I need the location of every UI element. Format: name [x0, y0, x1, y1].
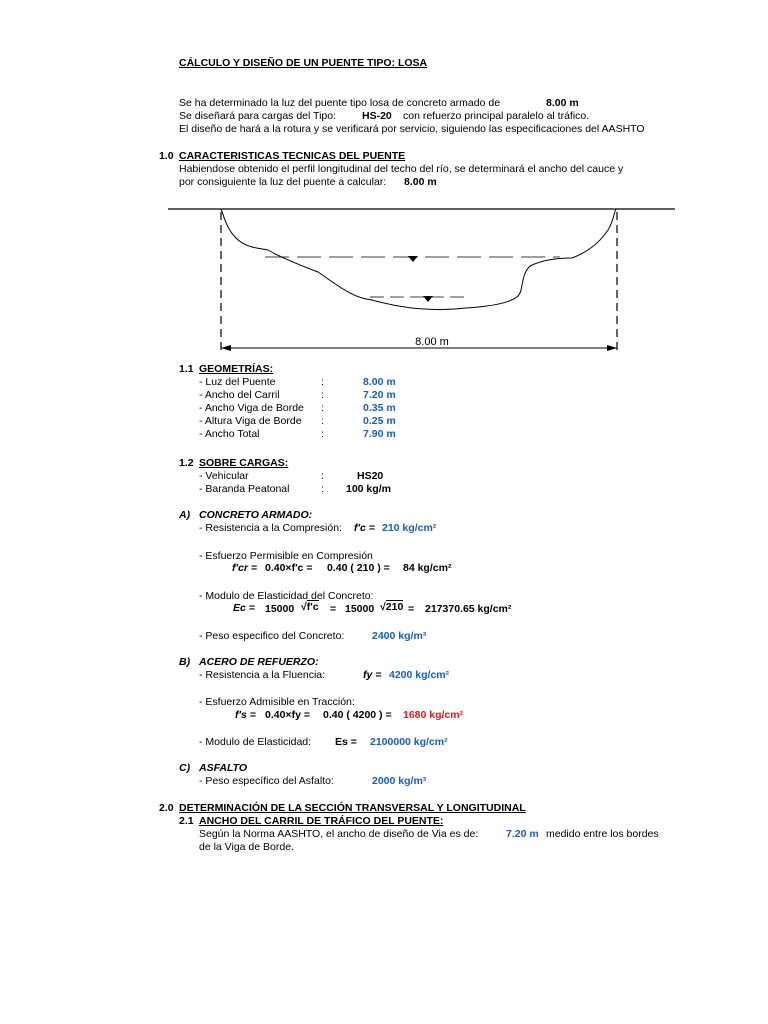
intro-line-1-text: Se ha determinado la luz del puente tipo losa de concreto armado de — [179, 97, 501, 109]
water-level-high-marker — [408, 256, 418, 262]
section-2-1-text: Según la Norma AASHTO, el ancho de diseño de Via es de: — [199, 828, 479, 840]
geometria-sep: : — [321, 376, 324, 388]
geometria-value: 0.35 m — [363, 402, 396, 414]
geometrias-number: 1.1 — [179, 363, 194, 375]
geometria-sep: : — [321, 389, 324, 401]
ec-coefficient-2: 15000 — [345, 603, 375, 615]
acero-heading: ACERO DE REFUERZO: — [199, 656, 319, 668]
asfalto-letter: C) — [179, 762, 191, 774]
water-level-low-marker — [423, 296, 433, 302]
intro-line-2-tail: con refuerzo principal paralelo al tráfico. — [403, 110, 590, 122]
geometria-value: 0.25 m — [363, 415, 396, 427]
ec-equals-2: = — [408, 603, 415, 615]
acero-fluencia-label: - Resistencia a la Fluencia: — [199, 669, 326, 681]
ec-equals: = — [330, 603, 337, 615]
concreto-resistencia-symbol: f'c = — [354, 522, 375, 534]
geometria-value: 8.00 m — [363, 376, 396, 388]
concreto-letter: A) — [179, 509, 191, 521]
geometria-value: 7.90 m — [363, 428, 396, 440]
fs-symbol: f's = — [235, 709, 256, 721]
sobrecarga-value: HS20 — [357, 470, 384, 482]
span-arrow-left — [221, 345, 231, 351]
sobrecargas-heading: SOBRE CARGAS: — [199, 457, 289, 469]
geometria-sep: : — [321, 415, 324, 427]
sobrecarga-label: - Vehicular — [199, 470, 249, 482]
fcr-result: 84 kg/cm² — [403, 562, 452, 574]
fcr-symbol: f'cr = — [232, 562, 257, 574]
section-1-paragraph-1: Habiendose obtenido el perfil longitudinal del techo del río, se determinará el ancho del cauce y — [179, 163, 624, 175]
sobrecargas-number: 1.2 — [179, 457, 194, 469]
fy-symbol: fy = — [363, 669, 382, 681]
concreto-resistencia-label: - Resistencia a la Compresión: — [199, 522, 342, 534]
sqrt-icon: √ — [301, 601, 307, 613]
span-arrow-right — [607, 345, 617, 351]
fcr-formula: 0.40×f'c = — [265, 562, 313, 574]
concreto-modulo-label: - Modulo de Elasticidad del Concreto: — [199, 590, 374, 602]
intro-line-3: El diseño de hará a la rotura y se verificará por servicio, siguiendo las especificaciones del AASHTO — [179, 123, 645, 135]
acero-letter: B) — [179, 656, 191, 668]
ec-symbol: Ec = — [233, 602, 255, 614]
intro-span-value: 8.00 m — [546, 97, 579, 109]
concreto-peso-value: 2400 kg/m³ — [372, 630, 427, 642]
section-1-number: 1.0 — [159, 150, 174, 162]
river-cross-section-diagram — [0, 0, 768, 370]
fs-result: 1680 kg/cm² — [403, 709, 464, 721]
section-2-1-heading: ANCHO DEL CARRIL DE TRÁFICO DEL PUENTE: — [199, 815, 444, 827]
asfalto-peso-label: - Peso específico del Asfalto: — [199, 775, 334, 787]
section-1-paragraph-2: por consiguiente la luz del puente a calcular: — [179, 176, 387, 188]
intro-load-type: HS-20 — [362, 110, 392, 122]
section-2-1-value: 7.20 m — [506, 828, 539, 840]
geometria-label: - Ancho Viga de Borde — [199, 402, 304, 414]
concreto-heading: CONCRETO ARMADO: — [199, 509, 313, 521]
acero-modulo-label: - Modulo de Elasticidad: — [199, 736, 312, 748]
geometria-label: - Luz del Puente — [199, 376, 276, 388]
section-1-heading: CARACTERISTICAS TECNICAS DEL PUENTE — [179, 150, 406, 162]
fs-formula: 0.40×fy = — [265, 709, 310, 721]
asfalto-heading: ASFALTO — [199, 762, 248, 774]
acero-admisible-label: - Esfuerzo Admisible en Tracción: — [199, 696, 355, 708]
geometrias-heading: GEOMETRÍAS: — [199, 363, 274, 375]
ec-sqrt-fc — [301, 601, 319, 614]
ec-result: 217370.65 kg/cm² — [425, 603, 512, 615]
ec-root: f'c — [306, 601, 319, 613]
riverbed-profile — [221, 209, 616, 310]
geometria-sep: : — [321, 402, 324, 414]
sobrecarga-sep: : — [321, 470, 324, 482]
ec-root-2: 210 — [385, 601, 404, 613]
concreto-esfuerzo-label: - Esfuerzo Permisible en Compresión — [199, 550, 373, 562]
geometria-value: 7.20 m — [363, 389, 396, 401]
sobrecarga-value: 100 kg/m — [346, 483, 391, 495]
section-2-1-text-2: de la Viga de Borde. — [199, 841, 294, 853]
geometria-label: - Altura Viga de Borde — [199, 415, 302, 427]
span-dimension-label: 8.00 m — [415, 336, 449, 348]
section-2-heading: DETERMINACIÓN DE LA SECCIÓN TRANSVERSAL Y LONGITUDINAL — [179, 802, 526, 814]
geometria-label: - Ancho del Carril — [199, 389, 280, 401]
fcr-calc: 0.40 ( 210 ) = — [327, 562, 390, 574]
page-title: CÁLCULO Y DISEÑO DE UN PUENTE TIPO: LOSA — [179, 57, 428, 69]
geometria-label: - Ancho Total — [199, 428, 260, 440]
fs-calc: 0.40 ( 4200 ) = — [323, 709, 392, 721]
ec-coefficient: 15000 — [265, 603, 295, 615]
ec-sqrt-210 — [380, 601, 403, 614]
sobrecarga-sep: : — [321, 483, 324, 495]
fy-value: 4200 kg/cm² — [389, 669, 450, 681]
section-1-span-value: 8.00 m — [404, 176, 437, 188]
concreto-resistencia-value: 210 kg/cm² — [382, 522, 437, 534]
sobrecarga-label: - Baranda Peatonal — [199, 483, 290, 495]
es-value: 2100000 kg/cm² — [370, 736, 448, 748]
es-symbol: Es = — [335, 736, 357, 748]
sqrt-icon: √ — [380, 601, 386, 613]
concreto-peso-label: - Peso especifico del Concreto: — [199, 630, 345, 642]
section-2-number: 2.0 — [159, 802, 174, 814]
section-2-1-tail: medido entre los bordes — [546, 828, 659, 840]
asfalto-peso-value: 2000 kg/m³ — [372, 775, 427, 787]
geometria-sep: : — [321, 428, 324, 440]
intro-line-2-text: Se diseñará para cargas del Tipo: — [179, 110, 337, 122]
section-2-1-number: 2.1 — [179, 815, 194, 827]
